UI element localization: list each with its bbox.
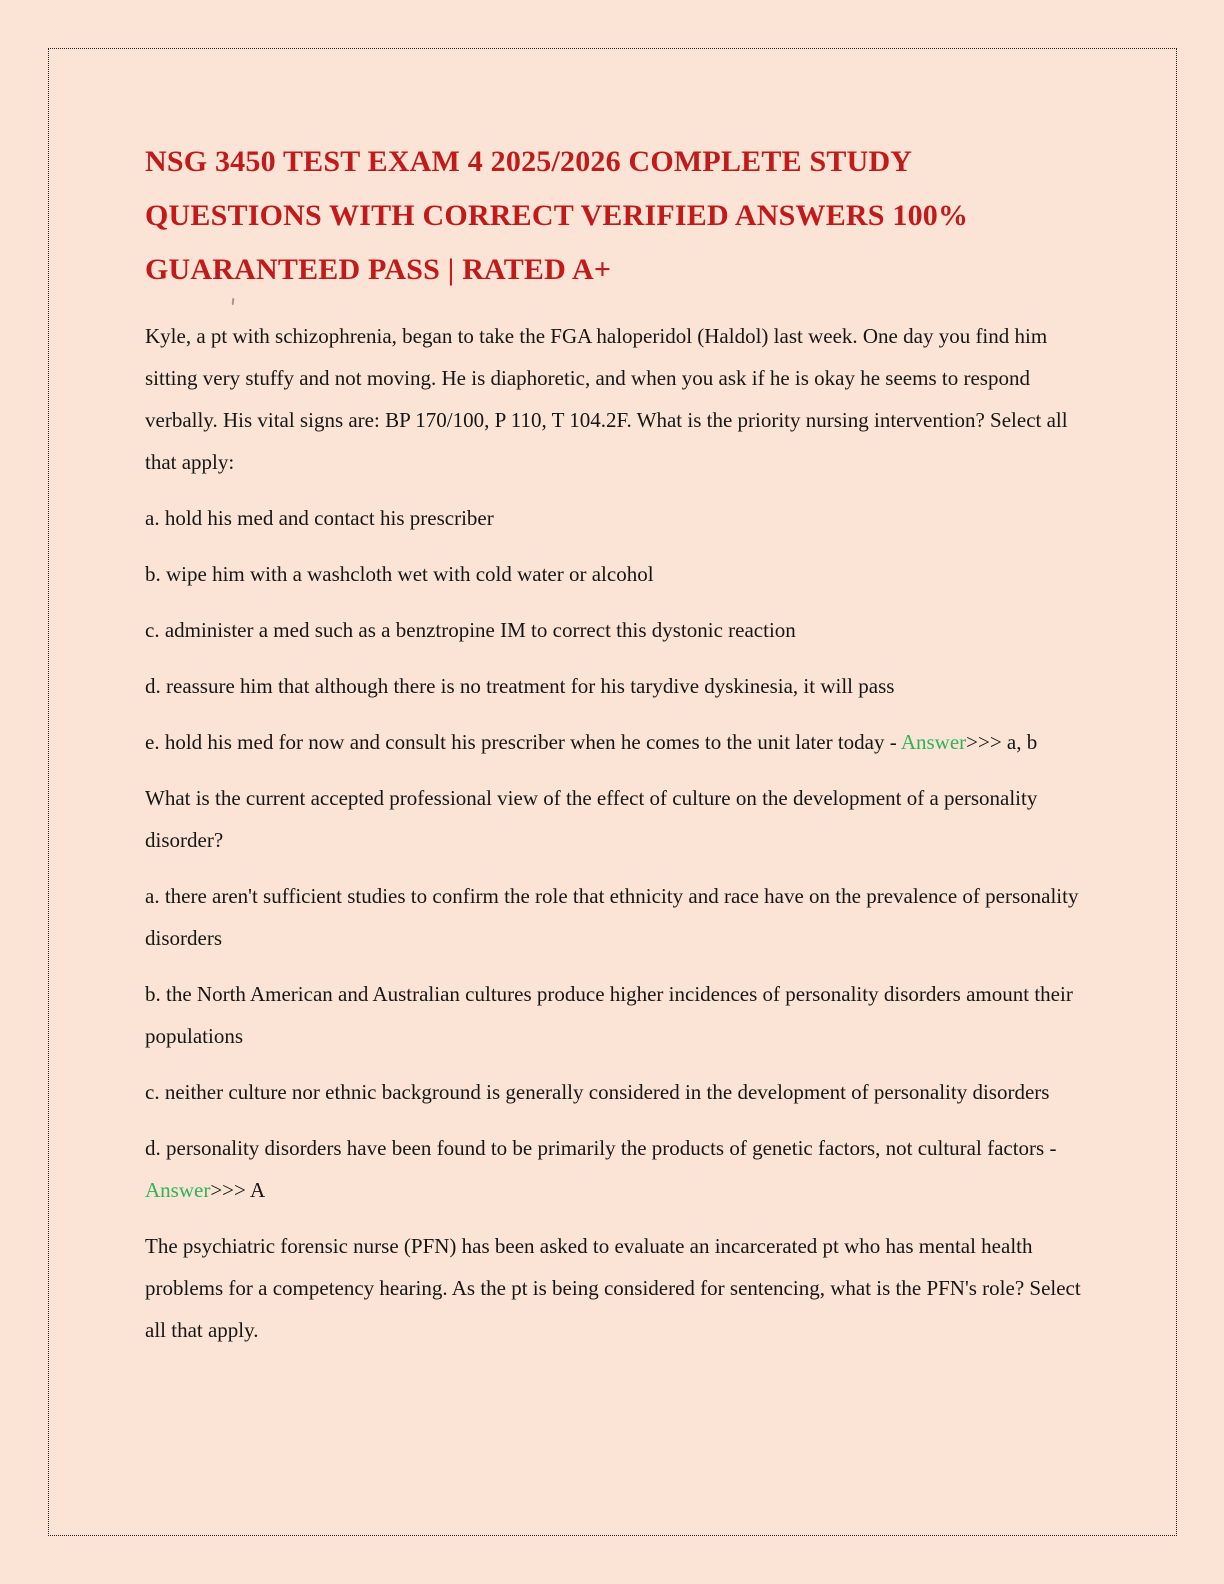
document-title <box>145 135 1094 297</box>
question-1-option-d <box>145 665 1094 707</box>
text-segment: >>> a, b <box>966 730 1038 754</box>
text-segment: c. administer a med such as a benztropine IM to correct this dystonic reaction <box>145 618 796 642</box>
text-segment: d. personality disorders have been found to be primarily the products of genetic factors, not cultural factors - <box>145 1136 1057 1160</box>
answer-label: Answer <box>900 730 967 754</box>
question-1-option-e-with-answer <box>145 721 1094 763</box>
text-segment: e. hold his med for now and consult his prescriber when he comes to the unit later today - <box>145 730 901 754</box>
text-segment: Kyle, a pt with schizophrenia, began to take the FGA haloperidol (Haldol) last week. One day you find him sitting very stuffy and not moving. He is diaphoretic, and when you ask if he is okay he seems to respond verbally. His vital signs are: BP 170/100, P 110, T 104.2F. What is the priority nursing intervention? Select all that apply: <box>145 324 1068 474</box>
question-2 <box>145 777 1094 861</box>
text-segment: The psychiatric forensic nurse (PFN) has been asked to evaluate an incarcerated pt who has mental health problems for a competency hearing. As the pt is being considered for sentencing, what is the PFN's role? Select all that apply. <box>145 1234 1081 1342</box>
text-segment: a. hold his med and contact his prescriber <box>145 506 494 530</box>
text-segment: What is the current accepted professional view of the effect of culture on the development of a personality disorder? <box>145 786 1038 852</box>
title-line-3: GUARANTEED PASS | RATED A+ <box>145 253 612 286</box>
text-segment: >>> A <box>210 1178 266 1202</box>
answer-label: Answer <box>145 1178 211 1202</box>
question-1 <box>145 315 1094 483</box>
title-line-1: NSG 3450 TEST EXAM 4 2025/2026 COMPLETE STUDY <box>145 145 913 178</box>
text-segment: d. reassure him that although there is no treatment for his tarydive dyskinesia, it will pass <box>145 674 895 698</box>
question-2-option-b <box>145 973 1094 1057</box>
question-2-option-c <box>145 1071 1094 1113</box>
question-1-option-c <box>145 609 1094 651</box>
question-3 <box>145 1225 1094 1351</box>
page-border-frame <box>48 48 1177 1536</box>
text-segment: b. wipe him with a washcloth wet with cold water or alcohol <box>145 562 654 586</box>
question-2-option-a <box>145 875 1094 959</box>
text-segment: c. neither culture nor ethnic background is generally considered in the development of personality disorders <box>145 1080 1050 1104</box>
question-1-option-b <box>145 553 1094 595</box>
text-segment: b. the North American and Australian cultures produce higher incidences of personality disorders amount their populations <box>145 982 1073 1048</box>
question-2-option-d-with-answer <box>145 1127 1094 1211</box>
text-segment: a. there aren't sufficient studies to confirm the role that ethnicity and race have on the prevalence of personality disorders <box>145 884 1079 950</box>
question-1-option-a <box>145 497 1094 539</box>
document-body <box>145 315 1094 1351</box>
title-line-2: QUESTIONS WITH CORRECT VERIFIED ANSWERS 100% <box>145 199 969 232</box>
